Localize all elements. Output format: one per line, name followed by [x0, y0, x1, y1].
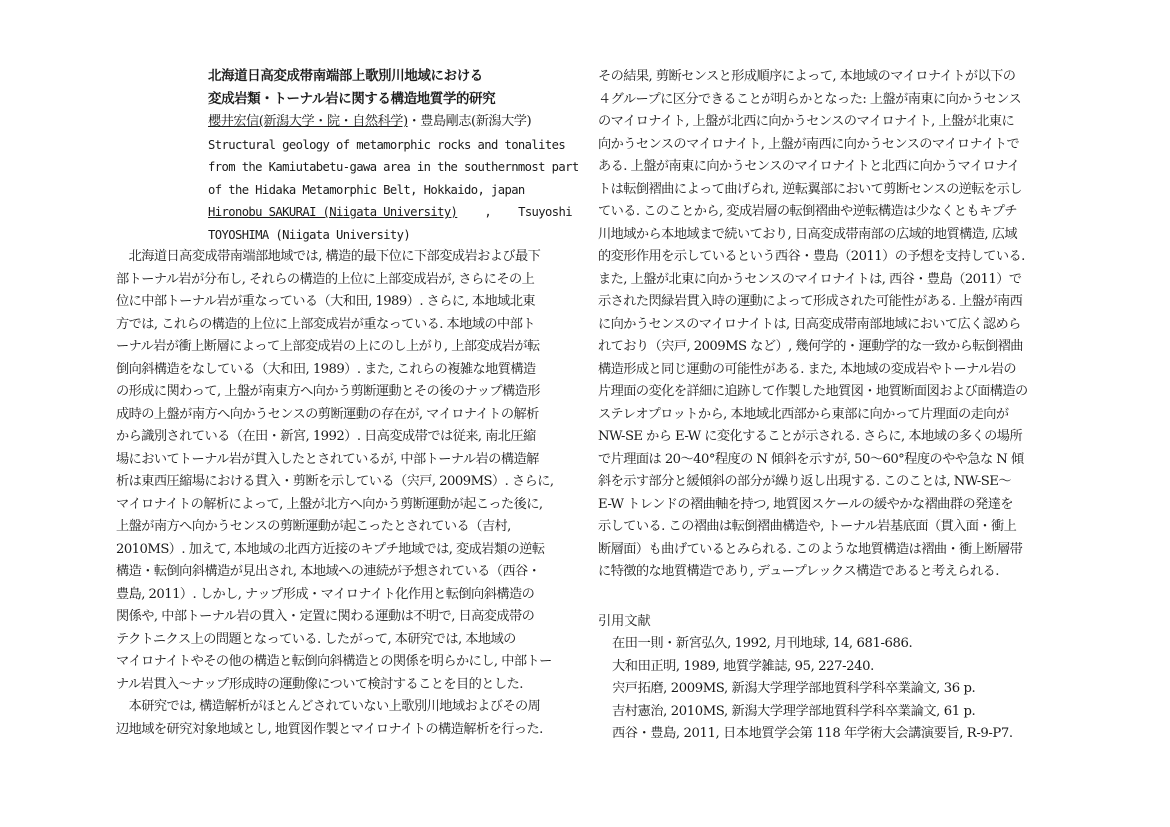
body-line: 辺地域を研究対象地域とし, 地質図作製とマイロナイトの構造解析を行った.	[116, 721, 543, 737]
body-line: れており（宍戸, 2009MS など）, 幾何学的・運動学的な一致から転倒褶曲	[598, 339, 1023, 354]
body-line: 構造・転倒向斜構造が見出され, 本地域への連続が予想されている（西谷・	[116, 564, 541, 579]
body-line: 2010MS）. 加えて, 本地域の北西方近接のキプチ地域では, 変成岩類の逆転	[116, 541, 545, 557]
body-line: NW-SE から E-W に変化することが示される. さらに, 本地域の多くの場所	[598, 429, 1023, 444]
body-line: 析は東西圧縮場における貫入・剪断を示している（宍戸, 2009MS）. さらに,	[116, 474, 554, 489]
references-list	[598, 633, 1058, 746]
body-line: 示している. この褶曲は転倒褶曲構造や, トーナル岩基底面（貫入面・衝上	[598, 519, 1017, 534]
body-line: ある. 上盤が南東に向かうセンスのマイロナイトと北西に向かうマイロナイ	[598, 159, 1020, 174]
references-heading: 引用文献	[598, 613, 651, 629]
reference-item: 西谷・豊島, 2011, 日本地質学会第 118 年学術大会講演要旨, R-9-P7.	[612, 726, 1013, 741]
coauthor-ja: ・豊島剛志(新潟大学)	[407, 114, 532, 129]
body-line: 的変形作用を示しているという西谷・豊島（2011）の予想を支持している.	[598, 249, 1025, 264]
body-line: 場においてトーナル岩が貫入したとされているが, 中部トーナル岩の構造解	[116, 451, 539, 467]
body-line: また, 上盤が北東に向かうセンスのマイロナイトは, 西谷・豊島（2011）で	[598, 271, 1022, 287]
title-en-line-1: Structural geology of metamorphic rocks and tonalites	[208, 137, 566, 152]
authors-en-line-2: TOYOSHIMA (Niigata University)	[208, 227, 411, 242]
body-line: ている. このことから, 変成岩層の転倒褶曲や逆転構造は少なくともキプチ	[598, 204, 1017, 219]
left-column	[116, 66, 579, 741]
body-line: 部トーナル岩が分布し, それらの構造的上位に上部変成岩が, さらにその上	[116, 271, 535, 287]
body-line: トは転倒褶曲によって曲げられ, 逆転翼部において剪断センスの逆転を示し	[598, 181, 1022, 197]
coauthor-en-first: Tsuyoshi	[518, 205, 572, 219]
body-line: 川地域から本地域まで続いており, 日高変成帯南部の広域的地質構造, 広域	[598, 226, 1017, 242]
body-line: 方では, これらの構造的上位に上部変成岩が重なっている. 本地域の中部ト	[116, 316, 535, 332]
body-line: 成時の上盤が南方へ向かうセンスの剪断運動の存在が, マイロナイトの解析	[116, 406, 539, 422]
body-line: 関係や, 中部トーナル岩の貫入・定置に関わる運動は不明で, 日高変成帯の	[116, 609, 535, 624]
reference-item: 宍戸拓磨, 2009MS, 新潟大学理学部地質科学科卒業論文, 36 p.	[612, 681, 976, 696]
authors-en	[208, 201, 572, 224]
title-en-line-3: of the Hidaka Metamorphic Belt, Hokkaido, japan	[208, 182, 525, 197]
body-line: その結果, 剪断センスと形成順序によって, 本地域のマイロナイトが以下の	[598, 69, 1016, 84]
body-line: の形成に関わって, 上盤が南東方へ向かう剪断運動とその後のナップ構造形	[116, 384, 540, 399]
reference-item: 大和田正明, 1989, 地質学雑誌, 95, 227-240.	[612, 658, 874, 674]
reference-item: 吉村憲治, 2010MS, 新潟大学理学部地質科学科卒業論文, 61 p.	[612, 703, 976, 719]
title-ja-line-1: 北海道日高変成帯南端部上歌別川地域における	[208, 69, 483, 84]
body-line: 構造形成と同じ運動の可能性がある. また, 本地域の変成岩やトーナル岩の	[598, 361, 1017, 377]
body-line: 倒向斜構造をなしている（大和田, 1989）. また, これらの複雑な地質構造	[116, 361, 536, 377]
body-line: ナル岩貫入〜ナップ形成時の運動像について検討することを目的とした.	[116, 676, 523, 692]
left-body-text	[116, 246, 576, 741]
body-line: テクトニクス上の問題となっている. したがって, 本研究では, 本地域の	[116, 631, 516, 647]
body-line: 断層面）も曲げているとみられる. このような地質構造は褶曲・衝上断層帯	[598, 541, 1023, 557]
presenting-author-ja: 櫻井宏信(新潟大学・院・自然科学)	[208, 114, 408, 129]
body-line: 本研究では, 構造解析がほとんどされていない上歌別川地域およびその周	[116, 699, 541, 714]
body-line: マイロナイトの解析によって, 上盤が北方へ向かう剪断運動が起こった後に,	[116, 496, 543, 512]
body-line: に向かうセンスのマイロナイトは, 日高変成帯南部地域において広く認めら	[598, 316, 1021, 332]
body-line: E-W トレンドの褶曲軸を持つ, 地質図スケールの緩やかな褶曲群の発達を	[598, 496, 1013, 512]
body-line: 位に中部トーナル岩が重なっている（大和田, 1989）. さらに, 本地域北東	[116, 294, 536, 309]
body-line: ステレオプロットから, 本地域北西部から東部に向かって片理面の走向が	[598, 406, 1009, 422]
body-line: マイロナイトやその他の構造と転倒向斜構造との関係を明らかにし, 中部トー	[116, 654, 552, 669]
body-line: 北海道日高変成帯南端部地域では, 構造的最下位に下部変成岩および最下	[116, 249, 541, 264]
body-line: 斜を示す部分と緩傾斜の部分が繰り返し出現する. このことは, NW-SE〜	[598, 474, 1011, 489]
authors-en-separator: ,	[484, 205, 492, 219]
presenting-author-en: Hironobu SAKURAI (Niigata University)	[208, 205, 458, 219]
abstract-header	[208, 66, 579, 246]
right-column	[598, 66, 1058, 746]
body-line: 示された閃緑岩貫入時の運動によって形成された可能性がある. 上盤が南西	[598, 294, 1023, 309]
reference-item: 在田一則・新宮弘久, 1992, 月刊地球, 14, 681-686.	[612, 636, 913, 651]
authors-ja	[208, 111, 572, 134]
body-line: のマイロナイト, 上盤が北西に向かうセンスのマイロナイト, 上盤が北東に	[598, 114, 1015, 129]
body-line: 豊島, 2011）. しかし, ナップ形成・マイロナイト化作用と転倒向斜構造の	[116, 586, 535, 602]
right-body-text	[598, 66, 1058, 584]
title-ja-line-2: 変成岩類・トーナル岩に関する構造地質学的研究	[208, 91, 496, 107]
body-line: から識別されている（在田・新宮, 1992）. 日高変成帯では従来, 南北圧縮	[116, 429, 536, 444]
body-line: ーナル岩が衝上断層によって上部変成岩の上にのし上がり, 上部変成岩が転	[116, 339, 540, 354]
body-line: に特徴的な地質構造であり, デュープレックス構造であると考えられる.	[598, 564, 999, 579]
title-en-line-2: from the Kamiutabetu-gawa area in the southernmost part	[208, 160, 579, 174]
body-line: で片理面は 20〜40°程度の N 傾斜を示すが, 50〜60°程度のやや急な N 傾	[598, 451, 1024, 467]
body-line: 向かうセンスのマイロナイト, 上盤が南西に向かうセンスのマイロナイトで	[598, 136, 1020, 152]
body-line: 上盤が南方へ向かうセンスの剪断運動が起こったとされている（吉村,	[116, 519, 511, 534]
body-line: ４グループに区分できることが明らかとなった: 上盤が南東に向かうセンス	[598, 91, 1022, 107]
body-line: 片理面の変化を詳細に追跡して作製した地質図・地質断面図および面構造の	[598, 384, 1028, 399]
